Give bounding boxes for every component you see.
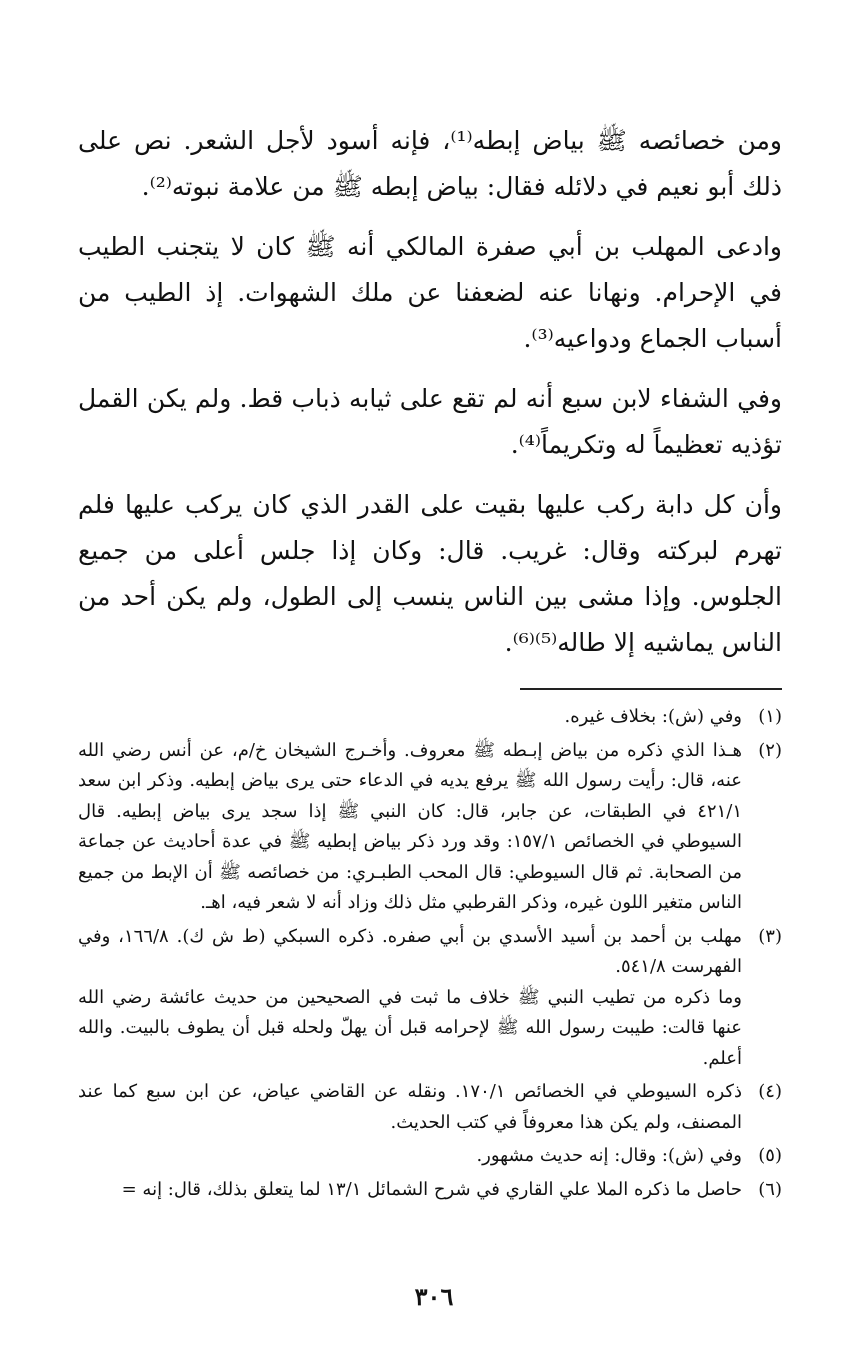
footnote-number: (٦) bbox=[758, 1178, 782, 1200]
footnote bbox=[78, 922, 782, 1075]
footnote bbox=[78, 1141, 782, 1172]
footnote bbox=[78, 736, 782, 919]
paragraph: وفي الشفاء لابن سبع أنه لم تقع على ثيابه ذباب قط. ولم يكن القمل تؤذيه تعظيماً له وتكريماً⁽⁴⁾. bbox=[78, 384, 782, 459]
footnote-text: وما ذكره من تطيب النبي ﷺ خلاف ما ثبت في الصحيحين من حديث عائشة رضي الله عنها قالت: طيبت رسول الله ﷺ لإحرامه قبل أن يهلّ ولحله قبل أن يطوف بالبيت. والله أعلم. bbox=[78, 986, 742, 1069]
footnote bbox=[78, 1175, 782, 1206]
paragraph: وأن كل دابة ركب عليها بقيت على القدر الذي كان يركب عليها فلم تهرم لبركته وقال: غريب. قال: وكان إذا جلس أعلى من جميع الجلوس. وإذا مشى بين الناس ينسب إلى الطول، ولم يكن أحد من الناس يماشيه إلا طاله⁽⁵⁾⁽⁶⁾. bbox=[78, 490, 782, 657]
footnote-text: حاصل ما ذكره الملا علي القاري في شرح الشمائل ١٣/١ لما يتعلق بذلك، قال: إنه = bbox=[121, 1178, 742, 1200]
footnote-number: (٤) bbox=[758, 1081, 782, 1102]
footnote bbox=[78, 1077, 782, 1138]
footnote-number: (٢) bbox=[758, 739, 782, 761]
footnote-text: مهلب بن أحمد بن أسيد الأسدي بن أبي صفره. ذكره السبكي (ط ش ك). ١٦٦/٨، وفي الفهرست ٥٤١/٨. bbox=[78, 925, 742, 977]
footnote-text: وفي (ش): وقال: إنه حديث مشهور. bbox=[476, 1145, 742, 1166]
footnote-text: وفي (ش): بخلاف غيره. bbox=[564, 706, 742, 727]
footnote-number: (٥) bbox=[758, 1145, 782, 1166]
footnote-number: (٣) bbox=[758, 925, 782, 947]
footnote bbox=[78, 702, 782, 733]
paragraph: ومن خصائصه ﷺ بياض إبطه⁽¹⁾، فإنه أسود لأجل الشعر. نص على ذلك أبو نعيم في دلائله فقال: بياض إبطه ﷺ من علامة نبوته⁽²⁾. bbox=[78, 126, 783, 201]
paragraph: وادعى المهلب بن أبي صفرة المالكي أنه ﷺ كان لا يتجنب الطيب في الإحرام. ونهانا عنه لضعفنا عن ملك الشهوات. إذ الطيب من أسباب الجماع ودواعيه⁽³⁾. bbox=[78, 232, 782, 353]
footnote-divider bbox=[520, 688, 782, 690]
footnote-text: هـذا الذي ذكره من بياض إبـطه ﷺ معروف. وأخـرج الشيخان خ/م، عن أنس رضي الله عنه، قال: رأيت رسول الله ﷺ يرفع يديه في الدعاء حتى يرى بياض إبطيه. وذكر ابن سعد ٤٢١/١ في الطبقات، عن جابر، قال: كان النبي ﷺ إذا سجد يرى بياض إبطيه. قال السيوطي في الخصائص ١٥٧/١: وقد ورد ذكر بياض إبطيه ﷺ في عدة أحاديث عن جماعة من الصحابة. ثم قال السيوطي: قال المحب الطبـري: من خصائصه ﷺ أن الإبط من جميع الناس متغير اللون غيره، وذكر القرطبي مثل ذلك وزاد أنه لا شعر فيه، اهـ. bbox=[78, 739, 742, 913]
footnote-text: ذكره السيوطي في الخصائص ١٧٠/١. ونقله عن القاضي عياض، عن ابن سبع كما عند المصنف، ولم يكن هذا معروفاً في كتب الحديث. bbox=[78, 1081, 742, 1133]
footnote-number: (١) bbox=[758, 706, 782, 727]
page-number: ٣٠٦ bbox=[414, 1282, 454, 1311]
